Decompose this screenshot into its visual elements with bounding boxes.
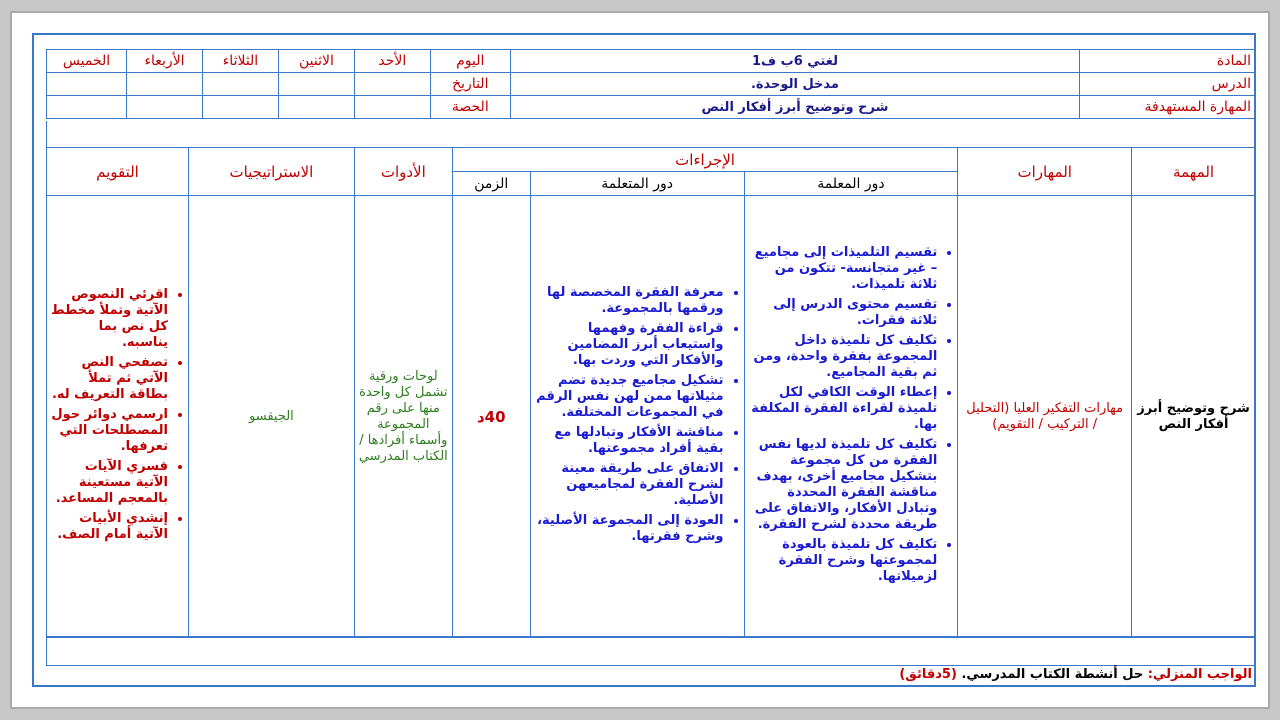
homework-text: حل أنشطة الكتاب المدرسي. xyxy=(961,667,1144,682)
teacher-role-item: • تقسيم محتوى الدرس إلى ثلاثة فقرات. xyxy=(749,297,938,329)
spacer-row xyxy=(46,121,1256,147)
evaluation-item: • اقرئي النصوص الآتية وتملأ مخطط كل نص بما يناسبه. xyxy=(51,287,168,351)
day-tuesday: الثلاثاء xyxy=(202,50,278,73)
teacher-role-item: • تقسيم التلميذات إلى مجاميع – غير متجانسة- تتكون من ثلاثة تلميذات. xyxy=(749,245,938,293)
student-role-cell xyxy=(530,196,744,638)
col-task: المهمة xyxy=(1132,148,1256,196)
skill-value: شرح وتوضيح أبرز أفكار النص xyxy=(510,96,1079,119)
evaluation-item: • فسري الآيات الآتية مستعينة بالمعجم المساعد. xyxy=(51,459,168,507)
col-time: الزمن xyxy=(452,172,530,196)
col-evaluation: التقويم xyxy=(47,148,189,196)
subject-label: المادة xyxy=(1080,50,1256,73)
teacher-role-item: • تكليف كل تلميذة لديها نفس الفقرة من كل مجموعة بتشكيل مجاميع أخرى، بهدف مناقشة الفقرة المحددة وتبادل الأفكار، والاتفاق على طريقة محددة لشرح الفقرة. xyxy=(749,437,938,533)
evaluation-item: • إنشدي الأبيات الآتية أمام الصف. xyxy=(51,511,168,543)
student-role-item: • الاتفاق على طريقة معينة لشرح الفقرة لمجاميعهن الأصلية. xyxy=(535,461,724,509)
teacher-role-item: • تكليف كل تلميذة بالعودة لمجموعتها وشرح الفقرة لزميلاتها. xyxy=(749,537,938,585)
col-teacher-role: دور المعلمة xyxy=(744,172,958,196)
period-cell xyxy=(278,96,354,119)
homework-time: (5دقائق) xyxy=(899,667,957,682)
col-skills: المهارات xyxy=(958,148,1132,196)
period-label: الحصة xyxy=(430,96,510,119)
date-cell xyxy=(127,73,203,96)
lesson-plan-sheet xyxy=(32,33,1256,687)
skills-cell: مهارات التفكير العليا (التحليل / التركيب / التقويم) xyxy=(958,196,1132,638)
teacher-role-item: • إعطاء الوقت الكافي لكل تلميذة لقراءة الفقرة المكلفة بها. xyxy=(749,385,938,433)
homework-row xyxy=(46,665,1256,685)
student-role-item: • مناقشة الأفكار وتبادلها مع بقية أفراد مجموعتها. xyxy=(535,425,724,457)
col-procedures: الإجراءات xyxy=(452,148,958,172)
evaluation-cell xyxy=(47,196,189,638)
evaluation-item: • ارسمي دوائر حول المصطلحات التي تعرفها. xyxy=(51,407,168,455)
date-cell xyxy=(278,73,354,96)
student-role-item: • تشكيل مجاميع جديدة تضم مثيلاتها ممن لهن نفس الرقم في المجموعات المختلفة. xyxy=(535,373,724,421)
homework-label: الواجب المنزلي: xyxy=(1147,667,1252,682)
date-label: التاريخ xyxy=(430,73,510,96)
col-student-role: دور المتعلمة xyxy=(530,172,744,196)
period-cell xyxy=(47,96,127,119)
period-cell xyxy=(354,96,430,119)
date-cell xyxy=(202,73,278,96)
lesson-label: الدرس xyxy=(1080,73,1256,96)
header-table xyxy=(46,49,1256,119)
teacher-role-cell xyxy=(744,196,958,638)
evaluation-item: • تصفحي النص الآتي ثم تملأ بطاقة التعريف له. xyxy=(51,355,168,403)
student-role-item: • معرفة الفقرة المخصصة لها ورقمها بالمجموعة. xyxy=(535,285,724,317)
time-cell: 40د xyxy=(452,196,530,638)
evaluation-list xyxy=(51,287,184,543)
page-frame xyxy=(12,13,1268,707)
tools-cell: لوحات ورقية تشمل كل واحدة منها على رقم المجموعة وأسماء أفرادها / الكتاب المدرسي xyxy=(354,196,452,638)
col-tools: الأدوات xyxy=(354,148,452,196)
period-cell xyxy=(202,96,278,119)
subject-value: لغتي 6ب ف1 xyxy=(510,50,1079,73)
col-strategies: الاستراتيجيات xyxy=(188,148,354,196)
day-label: اليوم xyxy=(430,50,510,73)
student-role-item: • العودة إلى المجموعة الأصلية، وشرح فقرتها. xyxy=(535,513,724,545)
procedures-table xyxy=(46,147,1256,638)
period-cell xyxy=(127,96,203,119)
day-thursday: الخميس xyxy=(47,50,127,73)
teacher-role-item: • تكليف كل تلميذة داخل المجموعة بفقرة واحدة، ومن ثم بقية المجاميع. xyxy=(749,333,938,381)
homework-spacer xyxy=(46,636,1256,665)
teacher-role-list xyxy=(749,245,954,585)
date-cell xyxy=(47,73,127,96)
date-cell xyxy=(354,73,430,96)
day-wednesday: الأربعاء xyxy=(127,50,203,73)
task-cell: شرح وتوضيح أبرز أفكار النص xyxy=(1132,196,1256,638)
lesson-value: مدخل الوحدة. xyxy=(510,73,1079,96)
skill-label: المهارة المستهدفة xyxy=(1080,96,1256,119)
day-monday: الاثنين xyxy=(278,50,354,73)
strategies-cell: الجيقسو xyxy=(188,196,354,638)
student-role-item: • قراءة الفقرة وفهمها واستيعاب أبرز المضامين والأفكار التي وردت بها. xyxy=(535,321,724,369)
day-sunday: الأحد xyxy=(354,50,430,73)
student-role-list xyxy=(535,285,740,545)
